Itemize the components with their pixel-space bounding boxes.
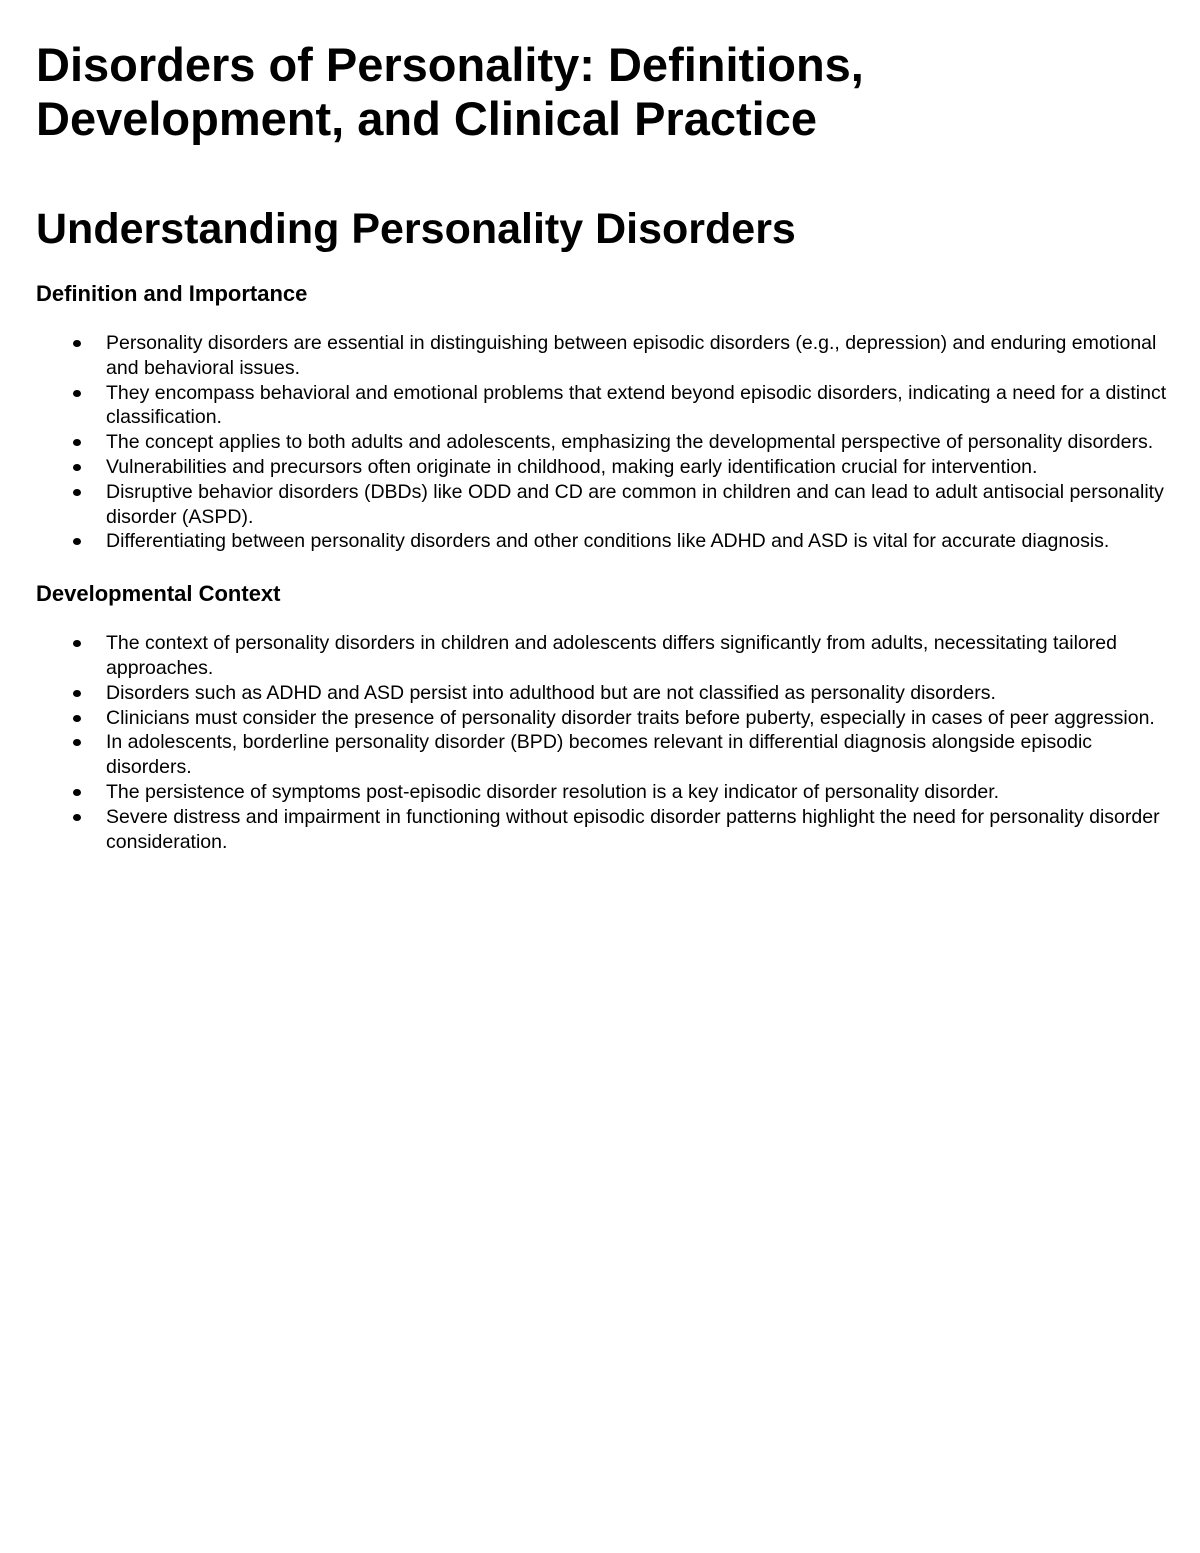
list-item <box>36 430 1168 455</box>
bullet-icon <box>73 439 81 446</box>
subsection-heading-definition: Definition and Importance <box>36 281 308 306</box>
bullet-icon <box>73 739 81 746</box>
list-item-text: In adolescents, borderline personality disorder (BPD) becomes relevant in differential diagnosis alongside episodic disorders. <box>106 731 1093 779</box>
list-item-text: The concept applies to both adults and adolescents, emphasizing the developmental perspective of personality disorders. <box>106 431 1154 454</box>
list-item <box>36 681 1168 706</box>
list-item-text: They encompass behavioral and emotional problems that extend beyond episodic disorders, indicating a need for a distinct classification. <box>106 381 1167 429</box>
bullet-icon <box>73 489 81 496</box>
section-title: Understanding Personality Disorders <box>36 205 796 253</box>
bullet-icon <box>73 390 81 397</box>
subsection-heading-developmental: Developmental Context <box>36 581 281 607</box>
bullet-list-definition <box>36 331 1168 554</box>
list-item <box>36 381 1168 431</box>
list-item <box>36 805 1168 855</box>
document-page <box>36 38 1168 854</box>
list-item <box>36 480 1168 530</box>
list-item <box>36 631 1168 681</box>
list-item-text: Personality disorders are essential in distinguishing between episodic disorders (e.g., depression) and enduring emotional and behavioral issues. <box>106 332 1157 379</box>
bullet-icon <box>73 464 81 471</box>
list-item <box>36 706 1168 731</box>
bullet-icon <box>73 814 81 821</box>
list-item-text: Vulnerabilities and precursors often originate in childhood, making early identification crucial for intervention. <box>106 455 1038 478</box>
bullet-icon <box>73 789 81 796</box>
list-item-text: The persistence of symptoms post-episodic disorder resolution is a key indicator of personality disorder. <box>106 780 1000 803</box>
list-item <box>36 455 1168 480</box>
list-item-text: The context of personality disorders in children and adolescents differs significantly from adults, necessitating tailored approaches. <box>106 632 1117 679</box>
bullet-icon <box>73 640 81 647</box>
list-item <box>36 529 1168 554</box>
bullet-icon <box>73 715 81 722</box>
list-item-text: Clinicians must consider the presence of personality disorder traits before puberty, especially in cases of peer aggression. <box>106 706 1155 729</box>
bullet-icon <box>73 538 81 545</box>
bullet-list-developmental <box>36 631 1168 854</box>
document-title: Disorders of Personality: Definitions, Development, and Clinical Practice <box>36 38 864 145</box>
list-item <box>36 730 1168 780</box>
bullet-icon <box>73 340 81 347</box>
list-item-text: Disorders such as ADHD and ASD persist into adulthood but are not classified as personality disorders. <box>106 681 996 704</box>
list-item <box>36 331 1168 381</box>
list-item-text: Disruptive behavior disorders (DBDs) like ODD and CD are common in children and can lead to adult antisocial personality disorder (ASPD). <box>106 480 1164 528</box>
list-item <box>36 780 1168 805</box>
list-item-text: Differentiating between personality disorders and other conditions like ADHD and ASD is vital for accurate diagnosis. <box>106 530 1110 553</box>
list-item-text: Severe distress and impairment in functioning without episodic disorder patterns highlight the need for personality disorder consideration. <box>106 805 1160 853</box>
bullet-icon <box>73 690 81 697</box>
